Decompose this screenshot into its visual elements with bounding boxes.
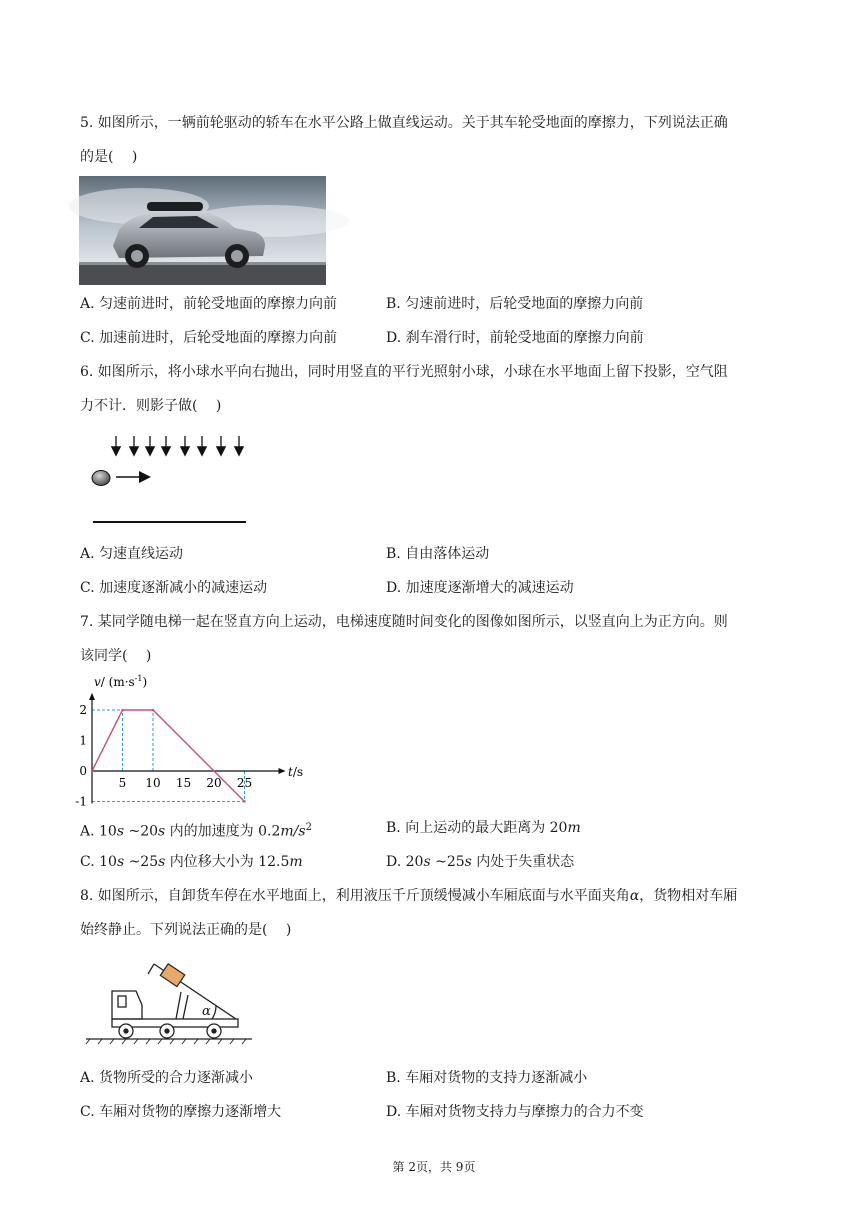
ball — [92, 471, 110, 486]
angle-arc — [212, 1006, 216, 1019]
angle-label: α — [202, 1004, 211, 1019]
chart-y-axis-arrow — [89, 693, 95, 700]
chart-y-axis-label: v/ $(m\cdot s^{-1})$ — [94, 674, 148, 689]
ground-hatch — [86, 1039, 246, 1044]
cargo-box — [160, 964, 184, 987]
q7-stem-line2: 该同学( ) — [80, 648, 152, 664]
chart-y-tick-label: 0 — [79, 764, 87, 778]
chart-data-point — [121, 709, 123, 711]
q8-dump-truck-diagram — [84, 955, 256, 1045]
q7-option-c: C. 10s ~25s 内位移大小为 12.5m — [80, 854, 303, 870]
chart-y-tick-label: 2 — [79, 703, 87, 717]
chart-x-tick-label: 15 — [175, 776, 192, 790]
q8-option-d: D. 车厢对货物支持力与摩擦力的合力不变 — [386, 1104, 644, 1120]
q8-stem-line1: 8. 如图所示，自卸货车停在水平地面上，利用液压千斤顶缓慢减小车厢底面与水平面夹角α，货物相对车厢 — [80, 888, 738, 904]
q8-option-a: A. 货物所受的合力逐渐减小 — [80, 1070, 254, 1086]
page-footer: 第 2页，共 9页 — [392, 1160, 476, 1174]
chart-data-point — [243, 800, 245, 802]
q7-velocity-time-chart — [75, 672, 308, 812]
chart-y-tick-label: 1 — [79, 733, 87, 748]
q5-stem-line2: 的是( ) — [80, 149, 138, 165]
q6-option-b: B. 自由落体运动 — [386, 546, 490, 562]
q5-option-a: A. 匀速前进时，前轮受地面的摩擦力向前 — [80, 296, 338, 312]
q8-option-b: B. 车厢对货物的支持力逐渐减小 — [386, 1070, 588, 1086]
q5-option-d: D. 刹车滑行时，前轮受地面的摩擦力向前 — [386, 330, 644, 346]
chart-x-tick-label: 5 — [118, 776, 127, 790]
q5-stem-line1: 5. 如图所示，一辆前轮驱动的轿车在水平公路上做直线运动。关于其车轮受地面的摩擦力，下列说法正确 — [80, 115, 728, 131]
q6-option-a: A. 匀速直线运动 — [80, 546, 184, 562]
q6-stem-line1: 6. 如图所示，将小球水平向右抛出，同时用竖直的平行光照射小球，小球在水平地面上留下投影，空气阻 — [80, 364, 728, 380]
q6-option-c: C. 加速度逐渐减小的减速运动 — [80, 580, 268, 596]
chart-x-tick-label: 20 — [206, 776, 222, 790]
q5-car-photo — [79, 176, 326, 285]
q8-option-c: C. 车厢对货物的摩擦力逐渐增大 — [80, 1104, 282, 1120]
q7-stem-line1: 7. 某同学随电梯一起在竖直方向上运动，电梯速度随时间变化的图像如图所示，以竖直向上为正方向。则 — [80, 614, 728, 630]
q7-option-b: B. 向上运动的最大距离为 20m — [386, 820, 581, 836]
q6-option-d: D. 加速度逐渐增大的减速运动 — [386, 580, 574, 596]
chart-data-point — [152, 709, 154, 711]
cab-window — [118, 996, 126, 1007]
q5-option-c: C. 加速前进时，后轮受地面的摩擦力向前 — [80, 330, 338, 346]
hydraulic-jack — [176, 992, 181, 1019]
chart-data-point — [91, 770, 93, 772]
truck-cab — [112, 991, 142, 1019]
chart-x-axis-label: t/s — [288, 765, 304, 779]
chart-x-axis-arrow — [279, 768, 286, 774]
q7-option-d: D. 20s ~25s 内处于失重状态 — [386, 854, 575, 870]
q5-option-b: B. 匀速前进时，后轮受地面的摩擦力向前 — [386, 296, 644, 312]
chart-x-tick-label: 25 — [236, 776, 253, 790]
q7-option-a: A. 10s ~20s 内的加速度为 $0.2m/s^2$ — [80, 822, 312, 840]
light-rays — [116, 436, 239, 454]
chart-y-tick-label: -1 — [75, 794, 87, 809]
q6-stem-line2: 力不计．则影子做( ) — [80, 398, 222, 414]
chart-x-tick-label: 10 — [145, 776, 161, 790]
q6-projectile-diagram — [88, 432, 253, 528]
q8-stem-line2: 始终静止。下列说法正确的是( ) — [80, 922, 292, 938]
